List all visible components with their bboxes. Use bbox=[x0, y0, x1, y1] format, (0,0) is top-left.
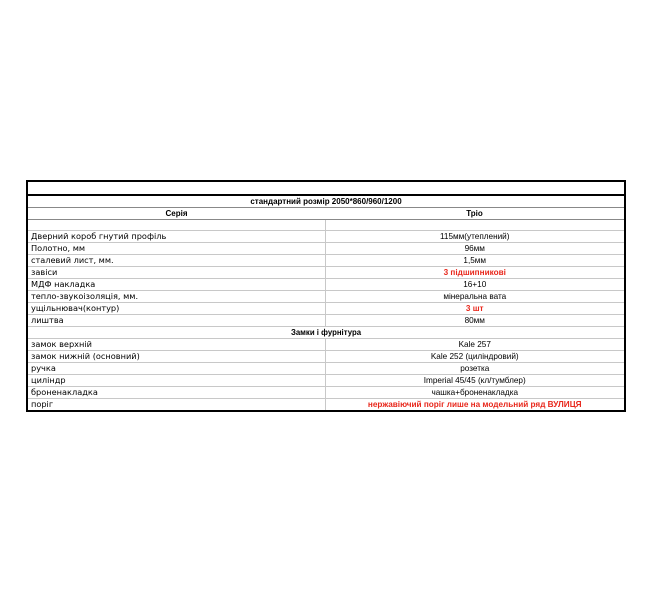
table-row bbox=[27, 339, 625, 351]
blank-cell bbox=[27, 181, 625, 195]
spec-label: поріг bbox=[27, 399, 325, 412]
table-row bbox=[27, 267, 625, 279]
spec-value: розетка bbox=[325, 363, 625, 375]
spec-value: Kale 252 (циліндровий) bbox=[325, 351, 625, 363]
spec-value: нержавіючий поріг лише на модельний ряд ВУЛИЦЯ bbox=[325, 399, 625, 412]
spec-label: замок нижній (основний) bbox=[27, 351, 325, 363]
series-header-row bbox=[27, 208, 625, 220]
spacer-row bbox=[27, 220, 625, 231]
table-row bbox=[27, 231, 625, 243]
table-row bbox=[27, 351, 625, 363]
spec-label: броненакладка bbox=[27, 387, 325, 399]
table-row bbox=[27, 303, 625, 315]
table-row bbox=[27, 387, 625, 399]
spec-value: 3 підшипникові bbox=[325, 267, 625, 279]
spec-label: МДФ накладка bbox=[27, 279, 325, 291]
spec-label: Полотно, мм bbox=[27, 243, 325, 255]
table-title: стандартний розмір 2050*860/960/1200 bbox=[27, 195, 625, 208]
spec-value: чашка+броненакладка bbox=[325, 387, 625, 399]
table-row bbox=[27, 375, 625, 387]
spec-value: мінеральна вата bbox=[325, 291, 625, 303]
series-value: Тріо bbox=[325, 208, 625, 220]
spec-value: 16+10 bbox=[325, 279, 625, 291]
spec-value: Kale 257 bbox=[325, 339, 625, 351]
section-header-row bbox=[27, 327, 625, 339]
series-label: Серія bbox=[27, 208, 325, 220]
spec-value: 115мм(утеплений) bbox=[325, 231, 625, 243]
spec-label: ущільнювач(контур) bbox=[27, 303, 325, 315]
spec-value: 80мм bbox=[325, 315, 625, 327]
section-title: Замки і фурнітура bbox=[27, 327, 625, 339]
spec-label: циліндр bbox=[27, 375, 325, 387]
table-row bbox=[27, 243, 625, 255]
spacer-cell bbox=[325, 220, 625, 231]
spec-label: ручка bbox=[27, 363, 325, 375]
spec-label: замок верхній bbox=[27, 339, 325, 351]
table-row bbox=[27, 279, 625, 291]
spec-label: завіси bbox=[27, 267, 325, 279]
table-row bbox=[27, 315, 625, 327]
table-row bbox=[27, 363, 625, 375]
title-row bbox=[27, 195, 625, 208]
spec-label: Дверний короб гнутий профіль bbox=[27, 231, 325, 243]
spec-value: 3 шт bbox=[325, 303, 625, 315]
spec-label: лиштва bbox=[27, 315, 325, 327]
spacer-cell bbox=[27, 220, 325, 231]
spec-value: Imperial 45/45 (кл/тумблер) bbox=[325, 375, 625, 387]
table-row bbox=[27, 399, 625, 412]
spec-label: тепло-звукоізоляція, мм. bbox=[27, 291, 325, 303]
table-row bbox=[27, 255, 625, 267]
table-row bbox=[27, 291, 625, 303]
spec-value: 96мм bbox=[325, 243, 625, 255]
table-top-blank-row bbox=[27, 181, 625, 195]
spec-label: сталевий лист, мм. bbox=[27, 255, 325, 267]
spec-table bbox=[26, 180, 626, 412]
spec-value: 1,5мм bbox=[325, 255, 625, 267]
